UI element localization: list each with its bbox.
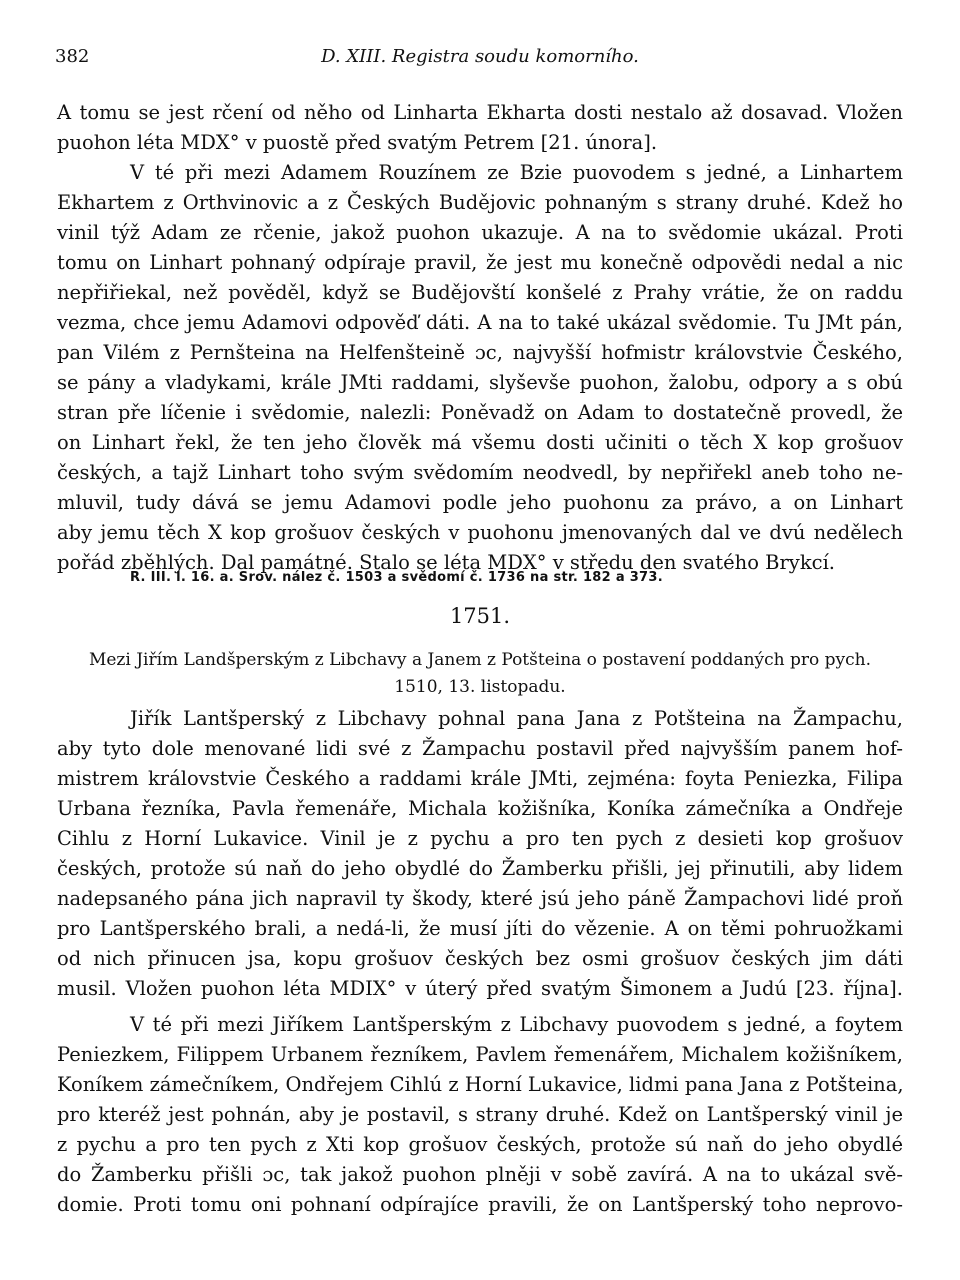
- text-line: aby tyto dole menované lidi své z Žampachu postavil před najvyšším panem hof-: [57, 737, 903, 760]
- text-line: V té při mezi Adamem Rouzínem ze Bzie puovodem s jedné, a Linhartem: [130, 161, 903, 184]
- text-line: pořád zběhlých. Dal památné. Stalo se léta MDX° v středu den svatého Brykcí.: [57, 551, 836, 574]
- text-line: do Žamberku přišli ɔc, tak jakož puohon plněji v sobě zavírá. A na to ukázal svě-: [57, 1163, 903, 1186]
- text-line: domie. Proti tomu oni pohnaní odpírajíce pravili, že on Lantšperský toho neprovo-: [57, 1193, 903, 1216]
- text-line: nepřiřiekal, než pověděl, když se Budějovští konšelé z Prahy vrátie, že on raddu: [57, 281, 903, 304]
- text-line: musil. Vložen puohon léta MDIX° v úterý před svatým Šimonem a Judú [23. října].: [57, 977, 903, 1000]
- entry-number: 1751.: [449, 604, 511, 628]
- text-line: Koníkem zámečníkem, Ondřejem Cihlú z Horní Lukavice, lidmi pana Jana z Potšteina,: [57, 1073, 904, 1096]
- text-line: stran pře líčenie i svědomie, nalezli: Poněvadž on Adam to dostatečně provedl, že: [57, 401, 903, 424]
- text-line: českých, a tajž Linhart toho svým svědomím neodvedl, by nepřiřekl aneb toho ne-: [57, 461, 903, 484]
- page-number: 382: [55, 46, 90, 67]
- text-line: aby jemu těch X kop grošuov českých v puohonu jmenovaných dal ve dvú nedělech: [57, 521, 903, 544]
- text-line: Peniezkem, Filippem Urbanem řezníkem, Pavlem řemenářem, Michalem kožišníkem,: [57, 1043, 903, 1066]
- text-line: Ekhartem z Orthvinovic a z Českých Budějovic pohnaným s strany druhé. Kdež ho: [57, 191, 903, 214]
- text-line: pan Vilém z Pernšteina na Helfenšteině ɔc, najvyšší hofmistr královstvie Českého,: [57, 341, 903, 364]
- text-line: vinil týž Adam ze rčenie, jakož puohon ukazuje. A na to svědomie ukázal. Proti: [57, 221, 903, 244]
- text-line: puohon léta MDX° v puostě před svatým Petrem [21. února].: [57, 131, 658, 154]
- text-line: mluvil, tudy dává se jemu Adamovi podle jeho puohonu za právo, a on Linhart: [57, 491, 903, 514]
- text-line: se pány a vladykami, krále JMti raddami, slyševše puohon, žalobu, odpory a s obú: [57, 371, 903, 394]
- text-line: tomu on Linhart pohnaný odpíraje pravil, že jest mu konečně odpovědi nedal a nic: [57, 251, 903, 274]
- source-note: R. III. l. 16. a. Srov. nález č. 1503 a svědomí č. 1736 na str. 182 a 373.: [130, 570, 663, 585]
- regest-date: 1510, 13. listopadu.: [394, 677, 566, 697]
- text-line: pro Lantšperského brali, a nedá-li, že musí jíti do vězenie. A on těmi pohruožkami: [57, 917, 903, 940]
- page-header: [55, 46, 905, 76]
- text-line: on Linhart řekl, že ten jeho člověk má všemu dosti učiniti o těch X kop grošuov: [57, 431, 903, 454]
- text-line: vezma, chce jemu Adamovi odpověď dáti. A na to také ukázal svědomie. Tu JMt pán,: [57, 311, 903, 334]
- text-line: Urbana řezníka, Pavla řemenáře, Michala kožišníka, Koníka zámečníka a Ondřeje: [57, 797, 903, 820]
- text-line: A tomu se jest rčení od něho od Linharta Ekharta dosti nestalo až dosavad. Vložen: [57, 101, 903, 124]
- regest-summary: Mezi Jiřím Landšperským z Libchavy a Janem z Potšteina o postavení poddaných pro pych.: [88, 650, 872, 670]
- text-line: Cihlu z Horní Lukavice. Vinil je z pychu a pro ten pych z desieti kop grošuov: [57, 827, 903, 850]
- text-line: nadepsaného pána jich napravil ty škody, které jsú jeho páně Žampachovi lidé proň: [57, 887, 903, 910]
- text-line: Jiřík Lantšperský z Libchavy pohnal pana Jana z Potšteina na Žampachu,: [130, 707, 903, 730]
- text-line: od nich přinucen jsa, kopu grošuov českých bez osmi grošuov českých jim dáti: [57, 947, 903, 970]
- text-line: z pychu a pro ten pych z Xti kop grošuov českých, protože sú naň do jeho obydlé: [57, 1133, 903, 1156]
- text-line: mistrem královstvie Českého a raddami krále JMti, zejména: foyta Peniezka, Filipa: [57, 767, 903, 790]
- text-line: pro kteréž jest pohnán, aby je postavil, s strany druhé. Kdež on Lantšperský vinil je: [57, 1103, 903, 1126]
- text-line: českých, protože sú naň do jeho obydlé do Žamberku přišli, jej přinutili, aby lidem: [57, 857, 903, 880]
- text-line: V té při mezi Jiříkem Lantšperským z Libchavy puovodem s jedné, a foytem: [130, 1013, 903, 1036]
- running-head: D. XIII. Registra soudu komorního.: [321, 46, 639, 67]
